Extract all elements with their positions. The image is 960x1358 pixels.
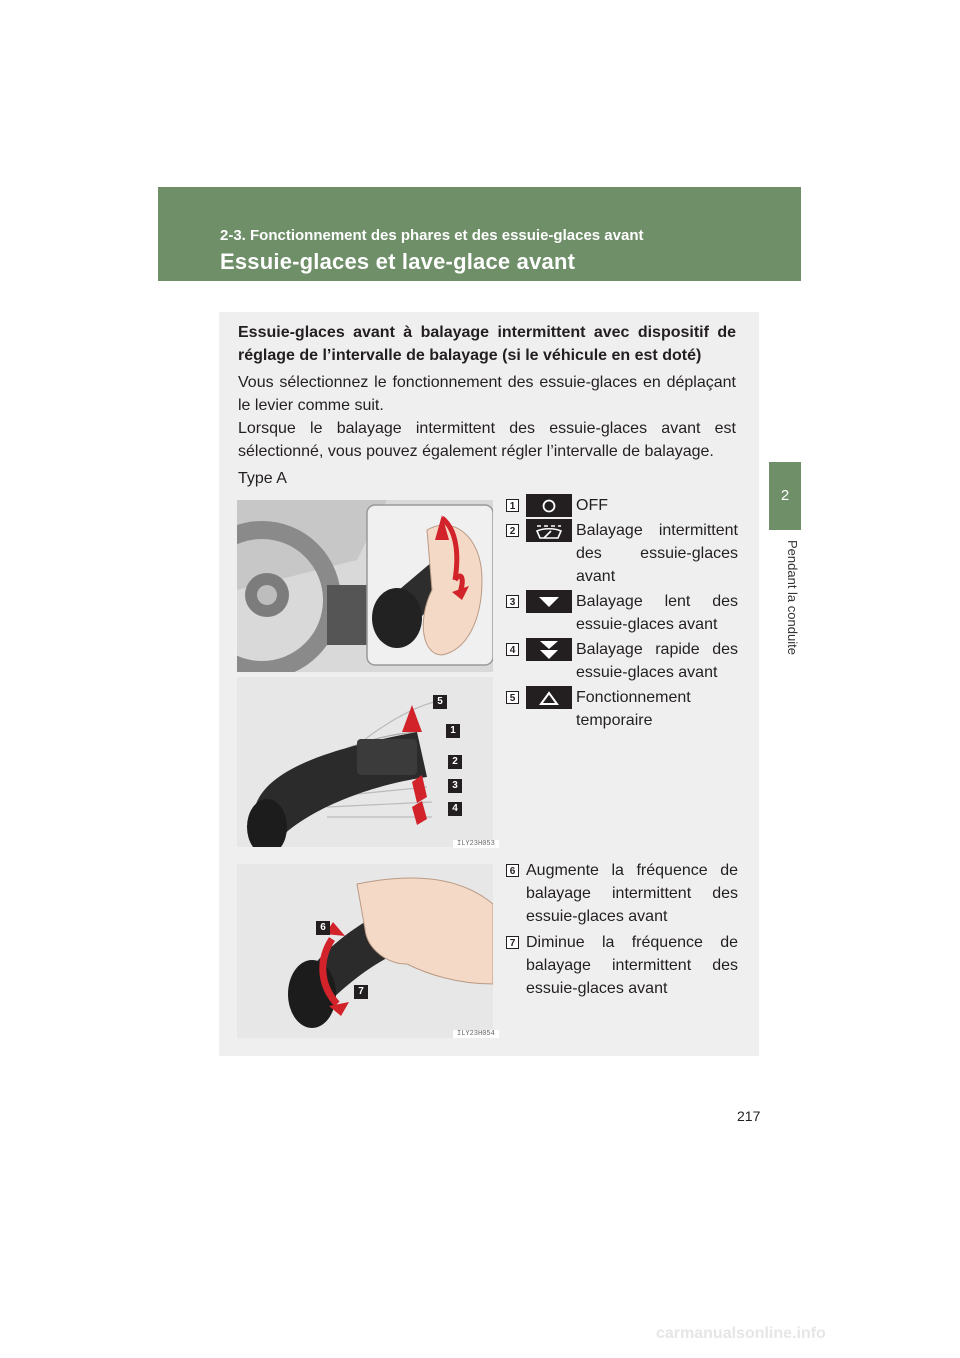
item-text: Balayage intermittent des essuie-glaces avant <box>576 522 738 585</box>
badge-2: 2 <box>448 755 462 769</box>
badge-3: 3 <box>448 779 462 793</box>
item-number: 7 <box>506 936 519 949</box>
chapter-tab: 2 <box>769 462 801 530</box>
photo-lever-hand <box>237 500 493 672</box>
section-heading: 2-3. Fonctionnement des phares et des essuie-glaces avant <box>220 227 644 244</box>
page-title: Essuie-glaces et lave-glace avant <box>220 249 576 274</box>
list-item <box>506 686 738 732</box>
figure-code-1: ILY23H053 <box>453 840 499 848</box>
mist-icon <box>526 686 572 709</box>
intermittent-wipe-icon <box>526 519 572 542</box>
list-item <box>506 519 738 588</box>
item-number: 5 <box>506 691 519 704</box>
list-item <box>506 494 738 517</box>
low-speed-icon <box>526 590 572 613</box>
type-label: Type A <box>238 470 287 487</box>
off-icon <box>526 494 572 517</box>
page-number: 217 <box>737 1108 761 1124</box>
list-item <box>506 590 738 636</box>
badge-5: 5 <box>433 695 447 709</box>
position-list <box>506 494 738 732</box>
item-number: 1 <box>506 499 519 512</box>
high-speed-icon <box>526 638 572 661</box>
intro-text <box>238 321 736 463</box>
chapter-tab-label: Pendant la conduite <box>785 540 800 655</box>
lever-hand-illustration <box>237 500 493 672</box>
item-text: Augmente la fréquence de balayage intermittent des essuie-glaces avant <box>526 862 738 925</box>
list-item <box>506 931 738 1000</box>
badge-7: 7 <box>354 985 368 999</box>
watermark-footer: carmanualsonline.info <box>656 1325 826 1342</box>
intro-paragraph-2: Lorsque le balayage intermittent des essuie-glaces avant est sélectionné, vous pouvez également régler l’intervalle de balayage. <box>238 420 736 460</box>
intro-paragraph-1: Vous sélectionnez le fonctionnement des essuie-glaces en déplaçant le levier comme suit. <box>238 374 736 414</box>
intro-heading: Essuie-glaces avant à balayage intermittent avec dispositif de réglage de l’intervalle de balayage (si le véhicule en est doté) <box>238 324 736 364</box>
list-item <box>506 638 738 684</box>
adjust-list <box>506 859 738 1000</box>
figure-code-2: ILY23H054 <box>453 1030 499 1038</box>
photo-ring-adjust <box>237 864 493 1038</box>
item-text: Balayage rapide des essuie-glaces avant <box>576 641 738 681</box>
list-item <box>506 859 738 928</box>
badge-4: 4 <box>448 802 462 816</box>
ring-adjust-illustration <box>237 864 493 1038</box>
chapter-header <box>158 187 801 281</box>
item-text: Balayage lent des essuie-glaces avant <box>576 593 738 633</box>
badge-6: 6 <box>316 921 330 935</box>
item-number: 4 <box>506 643 519 656</box>
item-number: 2 <box>506 524 519 537</box>
item-number: 6 <box>506 864 519 877</box>
item-text: Fonctionnement temporaire <box>576 689 691 729</box>
item-text: OFF <box>576 497 608 514</box>
item-number: 3 <box>506 595 519 608</box>
badge-1: 1 <box>446 724 460 738</box>
item-text: Diminue la fréquence de balayage intermittent des essuie-glaces avant <box>526 934 738 997</box>
